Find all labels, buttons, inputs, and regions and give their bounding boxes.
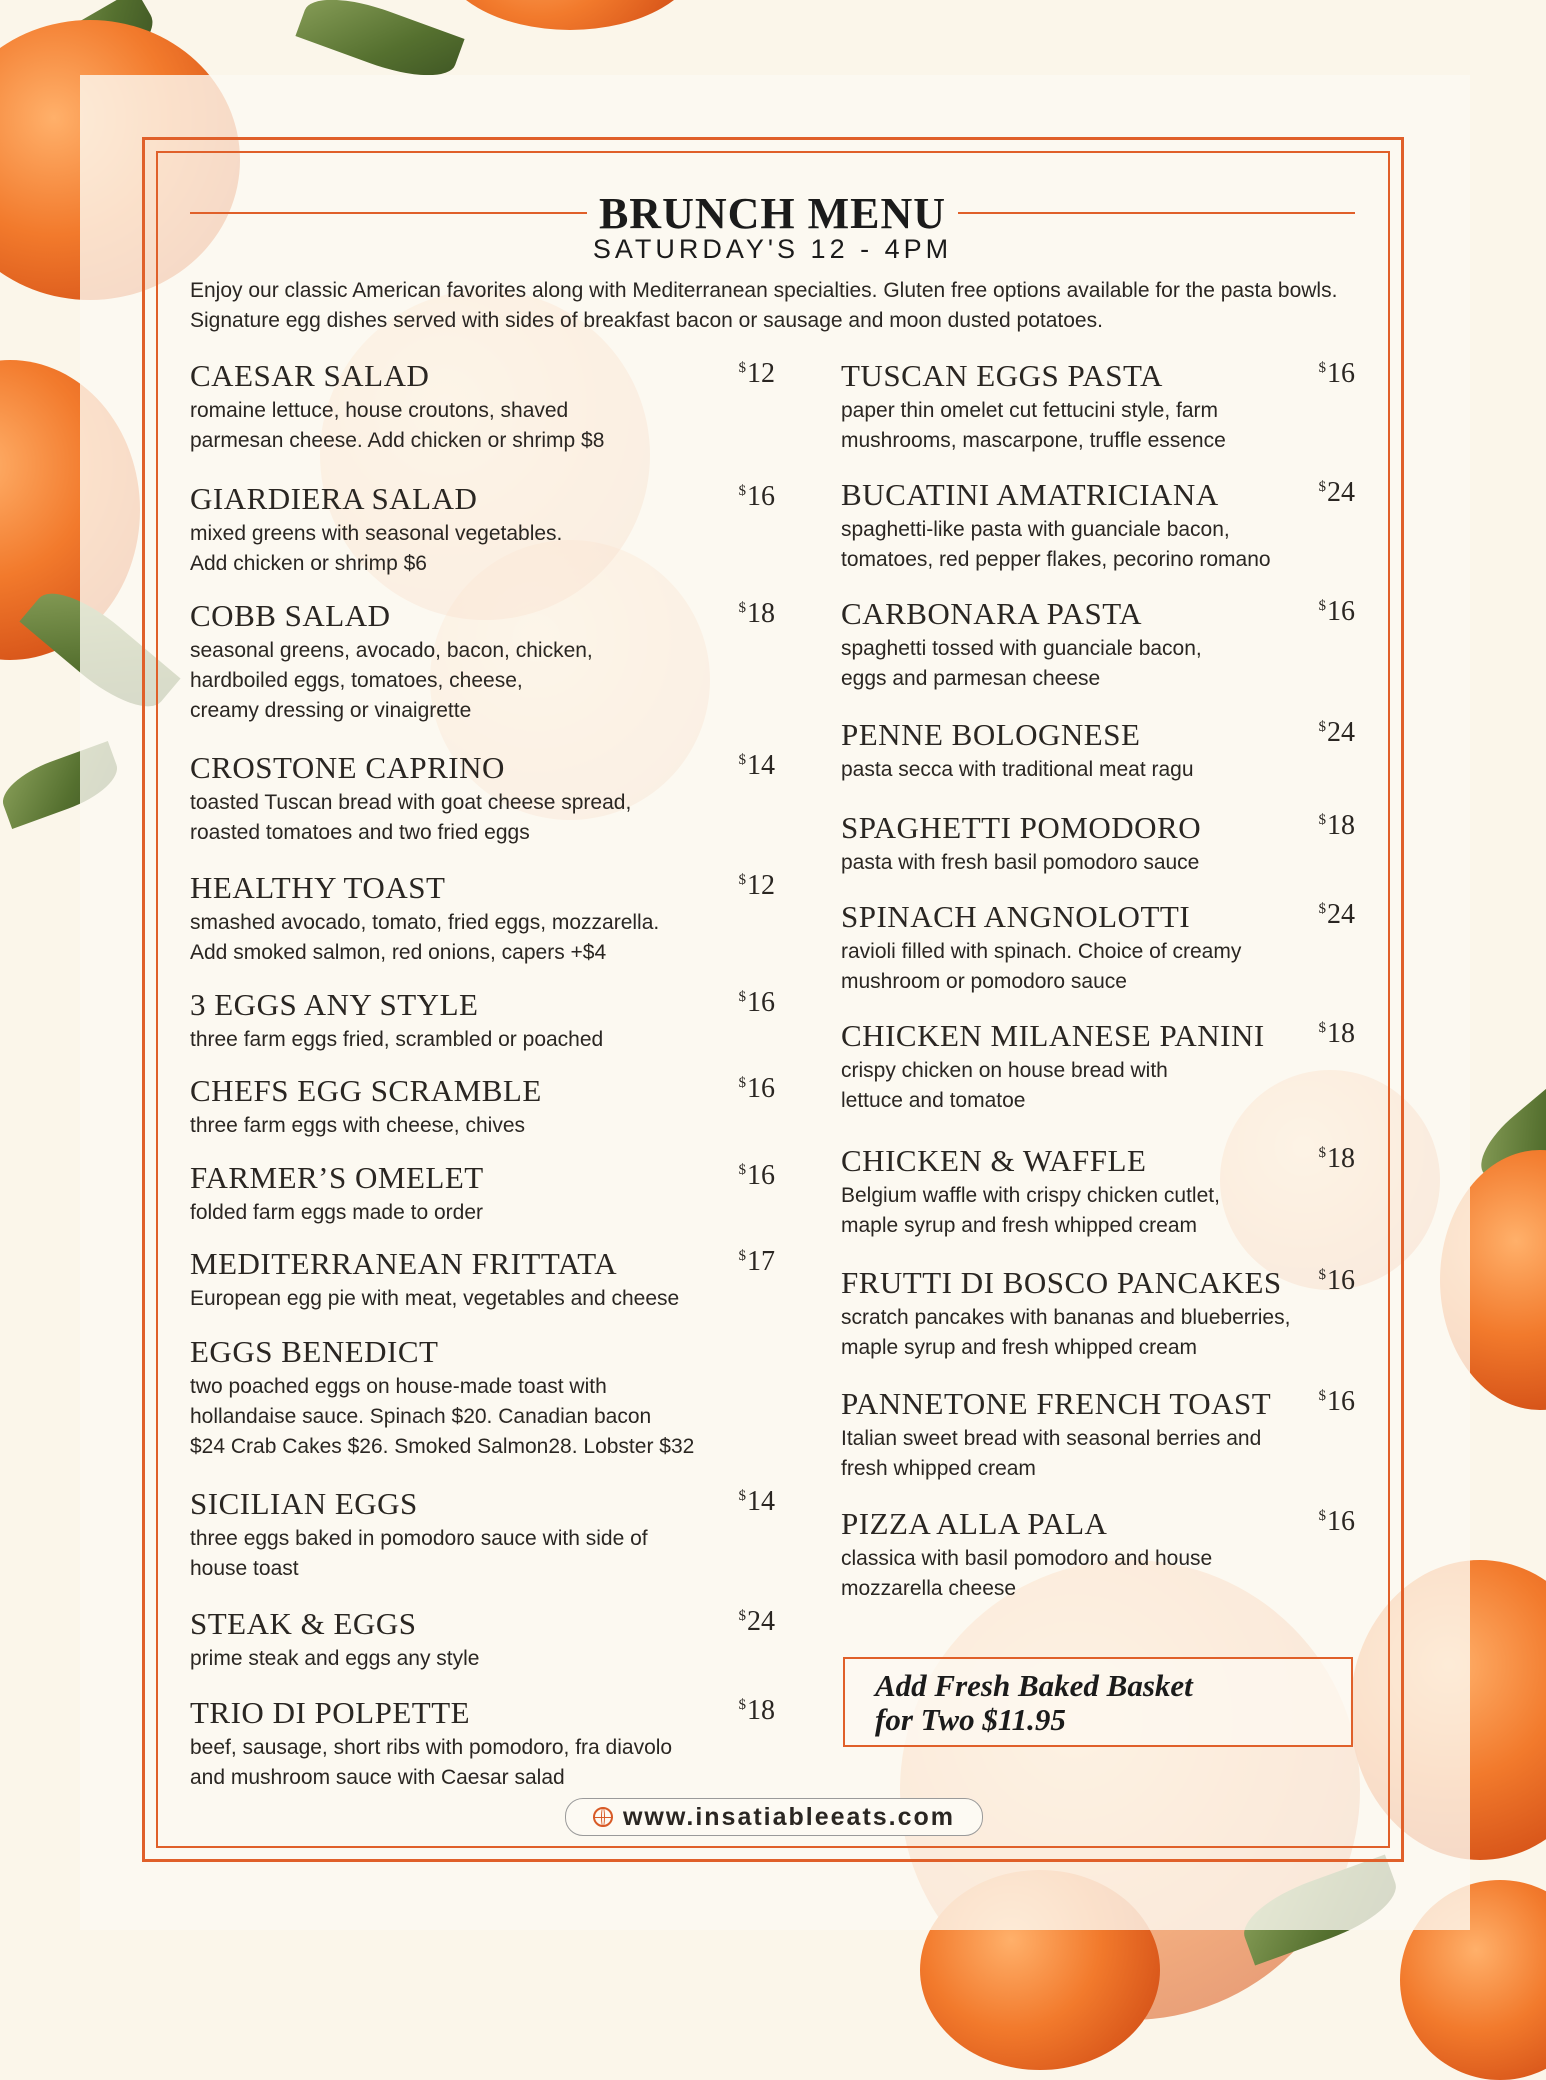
menu-item-price: $16 xyxy=(1318,1386,1355,1417)
menu-item-name: TUSCAN EGGS PASTA xyxy=(841,358,1163,393)
menu-item-name: CHEFS EGG SCRAMBLE xyxy=(190,1073,542,1108)
menu-item-price: $16 xyxy=(738,1073,775,1104)
menu-item xyxy=(841,1506,1355,1604)
menu-item xyxy=(841,1143,1355,1241)
title-divider-left xyxy=(190,212,587,214)
menu-item-name: SICILIAN EGGS xyxy=(190,1486,418,1521)
menu-item-name: BUCATINI AMATRICIANA xyxy=(841,477,1219,512)
website-url[interactable]: www.insatiableeats.com xyxy=(622,1802,956,1831)
menu-item xyxy=(190,1246,775,1314)
menu-item xyxy=(190,481,775,579)
menu-item-name: MEDITERRANEAN FRITTATA xyxy=(190,1246,618,1281)
menu-item-description: seasonal greens, avocado, bacon, chicken, hardboiled eggs, tomatoes, cheese, creamy dressing or vinaigrette xyxy=(190,639,593,722)
menu-item-name: TRIO DI POLPETTE xyxy=(190,1695,471,1730)
menu-item xyxy=(841,1386,1355,1484)
menu-item-description: mixed greens with seasonal vegetables. Add chicken or shrimp $6 xyxy=(190,522,563,575)
menu-item-description: Italian sweet bread with seasonal berries and fresh whipped cream xyxy=(841,1427,1262,1480)
menu-item-name: COBB SALAD xyxy=(190,598,391,633)
menu-item-description: smashed avocado, tomato, fried eggs, mozzarella. Add smoked salmon, red onions, capers +$4 xyxy=(190,911,660,964)
menu-item-description: toasted Tuscan bread with goat cheese spread, roasted tomatoes and two fried eggs xyxy=(190,791,632,844)
orange-illustration xyxy=(440,0,700,30)
menu-item-price: $16 xyxy=(738,481,775,512)
intro-text: Enjoy our classic American favorites along with Mediterranean specialties. Gluten free options available for the pasta bowls. Signature egg dishes served with sides of breakfast bacon or sausage and moon dusted potatoes. xyxy=(190,279,1338,332)
menu-item-name: HEALTHY TOAST xyxy=(190,870,446,905)
menu-item xyxy=(841,717,1355,785)
menu-item xyxy=(190,358,775,456)
menu-item-price: $17 xyxy=(738,1246,775,1277)
website-link[interactable] xyxy=(565,1798,983,1836)
menu-item-description: spaghetti-like pasta with guanciale bacon, tomatoes, red pepper flakes, pecorino romano xyxy=(841,518,1271,571)
menu-item-name: EGGS BENEDICT xyxy=(190,1334,439,1369)
menu-item-name: PIZZA ALLA PALA xyxy=(841,1506,1108,1541)
menu-item-price: $16 xyxy=(1318,1506,1355,1537)
menu-item-name: SPAGHETTI POMODORO xyxy=(841,810,1202,845)
menu-item-name: 3 EGGS ANY STYLE xyxy=(190,987,479,1022)
menu-item-description: prime steak and eggs any style xyxy=(190,1647,480,1670)
menu-item-description: spaghetti tossed with guanciale bacon, eggs and parmesan cheese xyxy=(841,637,1202,690)
menu-item xyxy=(190,1695,775,1793)
menu-item-name: STEAK & EGGS xyxy=(190,1606,417,1641)
menu-item-description: three eggs baked in pomodoro sauce with side of house toast xyxy=(190,1527,648,1580)
menu-item-description: paper thin omelet cut fettucini style, farm mushrooms, mascarpone, truffle essence xyxy=(841,399,1226,452)
menu-item-name: CROSTONE CAPRINO xyxy=(190,750,505,785)
menu-item-price: $18 xyxy=(1318,1143,1355,1174)
menu-item xyxy=(841,899,1355,997)
menu-item-name: SPINACH ANGNOLOTTI xyxy=(841,899,1191,934)
menu-item xyxy=(190,598,775,726)
page-subtitle: SATURDAY'S 12 - 4PM xyxy=(592,234,953,264)
menu-item-description: classica with basil pomodoro and house mozzarella cheese xyxy=(841,1547,1213,1600)
menu-item-price: $12 xyxy=(738,358,775,389)
menu-item xyxy=(190,1073,775,1141)
menu-item xyxy=(841,810,1355,878)
title-row xyxy=(190,188,1355,238)
menu-item xyxy=(190,1160,775,1228)
menu-item-name: CAESAR SALAD xyxy=(190,358,430,393)
menu-item-description: Belgium waffle with crispy chicken cutlet, maple syrup and fresh whipped cream xyxy=(841,1184,1220,1237)
menu-item-price: $16 xyxy=(738,1160,775,1191)
menu-item-price: $16 xyxy=(1318,596,1355,627)
menu-item-name: CARBONARA PASTA xyxy=(841,596,1143,631)
promo-box: Add Fresh Baked Basket for Two $11.95 xyxy=(843,1657,1353,1747)
menu-item xyxy=(841,477,1355,575)
menu-item-price: $18 xyxy=(738,1695,775,1726)
menu-item-price: $24 xyxy=(1318,899,1355,930)
globe-icon xyxy=(593,1807,613,1827)
menu-item xyxy=(841,358,1355,456)
menu-item-description: three farm eggs with cheese, chives xyxy=(190,1114,525,1137)
menu-item xyxy=(190,870,775,968)
menu-item-name: CHICKEN MILANESE PANINI xyxy=(841,1018,1265,1053)
menu-item xyxy=(841,1265,1355,1363)
menu-item-description: romaine lettuce, house croutons, shaved parmesan cheese. Add chicken or shrimp $8 xyxy=(190,399,605,452)
menu-item-name: FRUTTI DI BOSCO PANCAKES xyxy=(841,1265,1282,1300)
menu-item-price xyxy=(774,1334,775,1366)
menu-item-name: PANNETONE FRENCH TOAST xyxy=(841,1386,1272,1421)
menu-item-name: GIARDIERA SALAD xyxy=(190,481,478,516)
menu-item-price: $14 xyxy=(738,750,775,781)
menu-item-description: European egg pie with meat, vegetables and cheese xyxy=(190,1287,680,1310)
menu-item xyxy=(190,750,775,848)
menu-item-description: folded farm eggs made to order xyxy=(190,1201,483,1224)
menu-item-price: $16 xyxy=(1318,1265,1355,1296)
menu-item xyxy=(841,1018,1355,1116)
menu-item-price: $14 xyxy=(738,1486,775,1517)
menu-item xyxy=(190,987,775,1055)
menu-item-price: $18 xyxy=(1318,810,1355,841)
menu-item-description: beef, sausage, short ribs with pomodoro, fra diavolo and mushroom sauce with Caesar salad xyxy=(190,1736,673,1789)
menu-item-price: $24 xyxy=(1318,477,1355,508)
menu-item-description: ravioli filled with spinach. Choice of creamy mushroom or pomodoro sauce xyxy=(841,940,1242,993)
menu-item-price: $18 xyxy=(738,598,775,629)
menu-item-price: $16 xyxy=(1318,358,1355,389)
menu-item-description: two poached eggs on house-made toast with hollandaise sauce. Spinach $20. Canadian bacon $24 Crab Cakes $26. Smoked Salmon28. Lobster $32 xyxy=(190,1375,695,1458)
menu-item-name: FARMER’S OMELET xyxy=(190,1160,484,1195)
menu-item-name: CHICKEN & WAFFLE xyxy=(841,1143,1147,1178)
menu-item-price: $12 xyxy=(738,870,775,901)
menu-item xyxy=(190,1334,775,1462)
menu-item-price: $24 xyxy=(1318,717,1355,748)
menu-item xyxy=(190,1606,775,1674)
menu-item xyxy=(190,1486,775,1584)
page-title: BRUNCH MENU xyxy=(598,188,947,238)
menu-item-description: pasta secca with traditional meat ragu xyxy=(841,758,1194,781)
menu-item-description: crispy chicken on house bread with lettuce and tomatoe xyxy=(841,1059,1168,1112)
menu-item-name: PENNE BOLOGNESE xyxy=(841,717,1141,752)
menu-item-description: three farm eggs fried, scrambled or poached xyxy=(190,1028,604,1051)
menu-item-description: scratch pancakes with bananas and blueberries, maple syrup and fresh whipped cream xyxy=(841,1306,1291,1359)
menu-item-price: $18 xyxy=(1318,1018,1355,1049)
title-divider-right xyxy=(958,212,1355,214)
menu-item xyxy=(841,596,1355,694)
menu-item-description: pasta with fresh basil pomodoro sauce xyxy=(841,851,1200,874)
menu-item-price: $24 xyxy=(738,1606,775,1637)
menu-item-price: $16 xyxy=(738,987,775,1018)
